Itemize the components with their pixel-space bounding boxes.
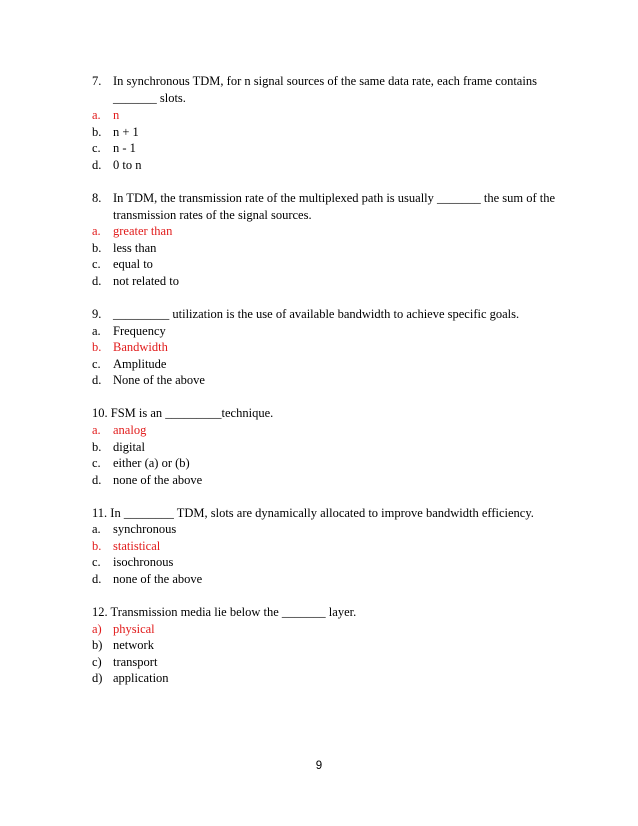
- option-text: n - 1: [113, 141, 136, 155]
- option-text: none of the above: [113, 473, 203, 487]
- option-letter: d.: [92, 158, 102, 172]
- option-letter: a.: [92, 224, 101, 238]
- option-text: n: [113, 108, 120, 122]
- question-text: In synchronous TDM, for n signal sources of the same data rate, each frame contains: [113, 74, 537, 88]
- option-letter: a.: [92, 108, 101, 122]
- option-text: Frequency: [113, 324, 166, 338]
- option-text: Bandwidth: [113, 340, 168, 354]
- option-letter: b.: [92, 539, 102, 553]
- option-letter: c.: [92, 257, 101, 271]
- option-letter: b.: [92, 440, 102, 454]
- option-text: Amplitude: [113, 357, 167, 371]
- option-text: transport: [113, 655, 158, 669]
- option-letter: c.: [92, 141, 101, 155]
- option-text: synchronous: [113, 522, 177, 536]
- option-letter: d.: [92, 373, 102, 387]
- question-11: 11. In ________ TDM, slots are dynamically allocated to improve bandwidth efficiency.: [92, 506, 534, 520]
- option-text: application: [113, 671, 169, 685]
- option-text: 0 to n: [113, 158, 142, 172]
- option-letter: a.: [92, 522, 101, 536]
- option-text: greater than: [113, 224, 173, 238]
- option-text: analog: [113, 423, 147, 437]
- option-letter: b.: [92, 241, 102, 255]
- option-text: digital: [113, 440, 145, 454]
- option-text: either (a) or (b): [113, 456, 190, 470]
- option-letter: c): [92, 655, 102, 669]
- question-number: 7.: [92, 74, 102, 88]
- option-letter: d.: [92, 274, 102, 288]
- option-letter: c.: [92, 456, 101, 470]
- question-number: 8.: [92, 191, 102, 205]
- question-text: _________ utilization is the use of available bandwidth to achieve specific goals.: [113, 307, 520, 321]
- question-number: 9.: [92, 307, 102, 321]
- option-letter: c.: [92, 357, 101, 371]
- option-letter: b.: [92, 125, 102, 139]
- option-text: less than: [113, 241, 157, 255]
- option-text: not related to: [113, 274, 179, 288]
- option-text: n + 1: [113, 125, 139, 139]
- question-text: In TDM, the transmission rate of the multiplexed path is usually _______ the sum of the: [113, 191, 556, 205]
- question-12: 12. Transmission media lie below the _______ layer.: [92, 605, 357, 619]
- option-text: equal to: [113, 257, 153, 271]
- question-text-continued: _______ slots.: [113, 91, 186, 105]
- option-text: network: [113, 638, 154, 652]
- question-text-continued: transmission rates of the signal sources.: [113, 208, 312, 222]
- option-text: isochronous: [113, 555, 174, 569]
- option-letter: d): [92, 671, 103, 685]
- option-letter: c.: [92, 555, 101, 569]
- option-letter: a.: [92, 324, 101, 338]
- question-10: 10. FSM is an _________technique.: [92, 406, 274, 420]
- option-text: None of the above: [113, 373, 205, 387]
- page-number: 9: [315, 760, 323, 772]
- option-letter: a.: [92, 423, 101, 437]
- option-letter: d.: [92, 473, 102, 487]
- option-letter: a): [92, 622, 102, 636]
- option-text: statistical: [113, 539, 161, 553]
- option-letter: b): [92, 638, 103, 652]
- option-letter: d.: [92, 572, 102, 586]
- option-text: physical: [113, 622, 155, 636]
- option-letter: b.: [92, 340, 102, 354]
- option-text: none of the above: [113, 572, 203, 586]
